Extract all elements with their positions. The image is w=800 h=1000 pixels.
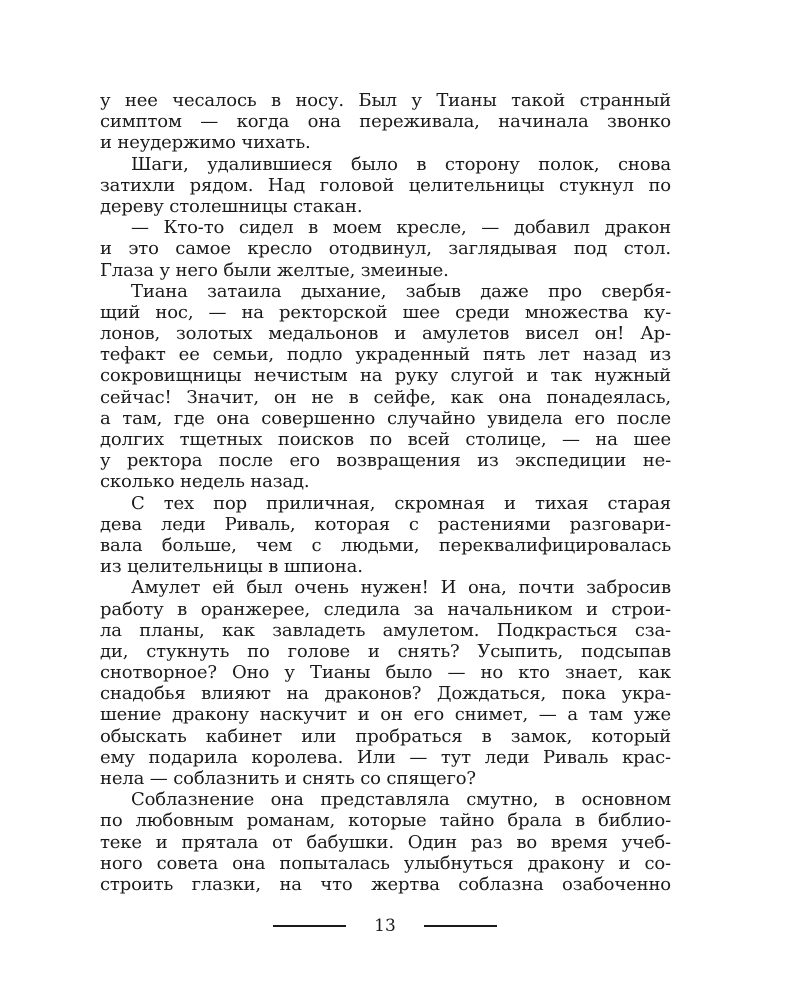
text-line: Соблазнение она представляла смутно, в основном — [131, 789, 671, 811]
text-line: сколько недель назад. — [100, 471, 310, 493]
text-line: дереву столешницы стакан. — [100, 195, 363, 217]
text-line: у ректора после его возвращения из экспедиции не- — [100, 450, 671, 472]
text-line: обыскать кабинет или пробраться в замок, который — [100, 725, 671, 747]
body-text — [100, 90, 671, 895]
footer-rule-left — [273, 925, 346, 927]
text-line: работу в оранжерее, следила за начальником и строи- — [100, 598, 671, 620]
text-line: С тех пор приличная, скромная и тихая старая — [131, 492, 671, 514]
text-line: Тиана затаила дыхание, забыв даже про свербя- — [131, 280, 671, 302]
footer-rule-right — [424, 925, 497, 927]
text-line: Глаза у него были желтые, змеиные. — [100, 259, 449, 281]
text-line: нела — соблазнить и снять со спящего? — [100, 768, 476, 789]
text-line: теке и прятала от бабушки. Один раз во время учеб- — [100, 831, 671, 853]
text-line: Амулет ей был очень нужен! И она, почти забросив — [131, 577, 671, 599]
text-line: ного совета она попыталась улыбнуться дракону и со- — [100, 852, 671, 874]
text-line: симптом — когда она переживала, начинала звонко — [100, 111, 671, 133]
text-line: сокровищницы нечистым на руку слугой и так нужный — [100, 365, 671, 387]
text-line: снадобья влияют на драконов? Дождаться, пока укра- — [100, 683, 671, 705]
text-line: затихли рядом. Над головой целительницы стукнул по — [100, 174, 671, 196]
text-line: у нее чесалось в носу. Был у Тианы такой странный — [100, 90, 671, 111]
text-line: снотворное? Оно у Тианы было — но кто знает, как — [100, 662, 671, 684]
page-number: 13 — [374, 916, 396, 936]
text-line: дева леди Риваль, которая с растениями разговари- — [100, 513, 671, 535]
text-line: Шаги, удалившиеся было в сторону полок, снова — [131, 153, 671, 175]
page-footer — [273, 912, 497, 940]
text-line: щий нос, — на ректорской шее среди множества ку- — [100, 301, 671, 323]
text-line: по любовным романам, которые тайно брала в библио- — [100, 810, 671, 832]
text-line: а там, где она совершенно случайно увидела его после — [100, 407, 671, 429]
text-line: вала больше, чем с людьми, переквалифицировалась — [100, 534, 671, 556]
text-line: шение дракону наскучит и он его снимет, — а там уже — [100, 704, 671, 726]
text-line: долгих тщетных поисков по всей столице, — на шее — [100, 429, 671, 450]
text-line: сейчас! Значит, он не в сейфе, как она понадеялась, — [100, 386, 671, 408]
text-line: и неудержимо чихать. — [100, 132, 311, 154]
text-line: строить глазки, на что жертва соблазна озабоченно — [100, 873, 671, 895]
text-line: тефакт ее семьи, подло украденный пять лет назад из — [100, 344, 671, 366]
text-line: лонов, золотых медальонов и амулетов висел он! Ар- — [100, 323, 671, 345]
text-line: ди, стукнуть по голове и снять? Усыпить, подсыпав — [100, 640, 671, 662]
text-line: ему подарила королева. Или — тут леди Риваль крас- — [100, 746, 671, 768]
text-line: из целительницы в шпиона. — [100, 556, 363, 578]
text-line: — Кто-то сидел в моем кресле, — добавил дракон — [131, 217, 671, 239]
text-line: и это самое кресло отодвинул, заглядывая под стол. — [100, 238, 671, 260]
text-line: ла планы, как завладеть амулетом. Подкрасться сза- — [100, 619, 671, 641]
